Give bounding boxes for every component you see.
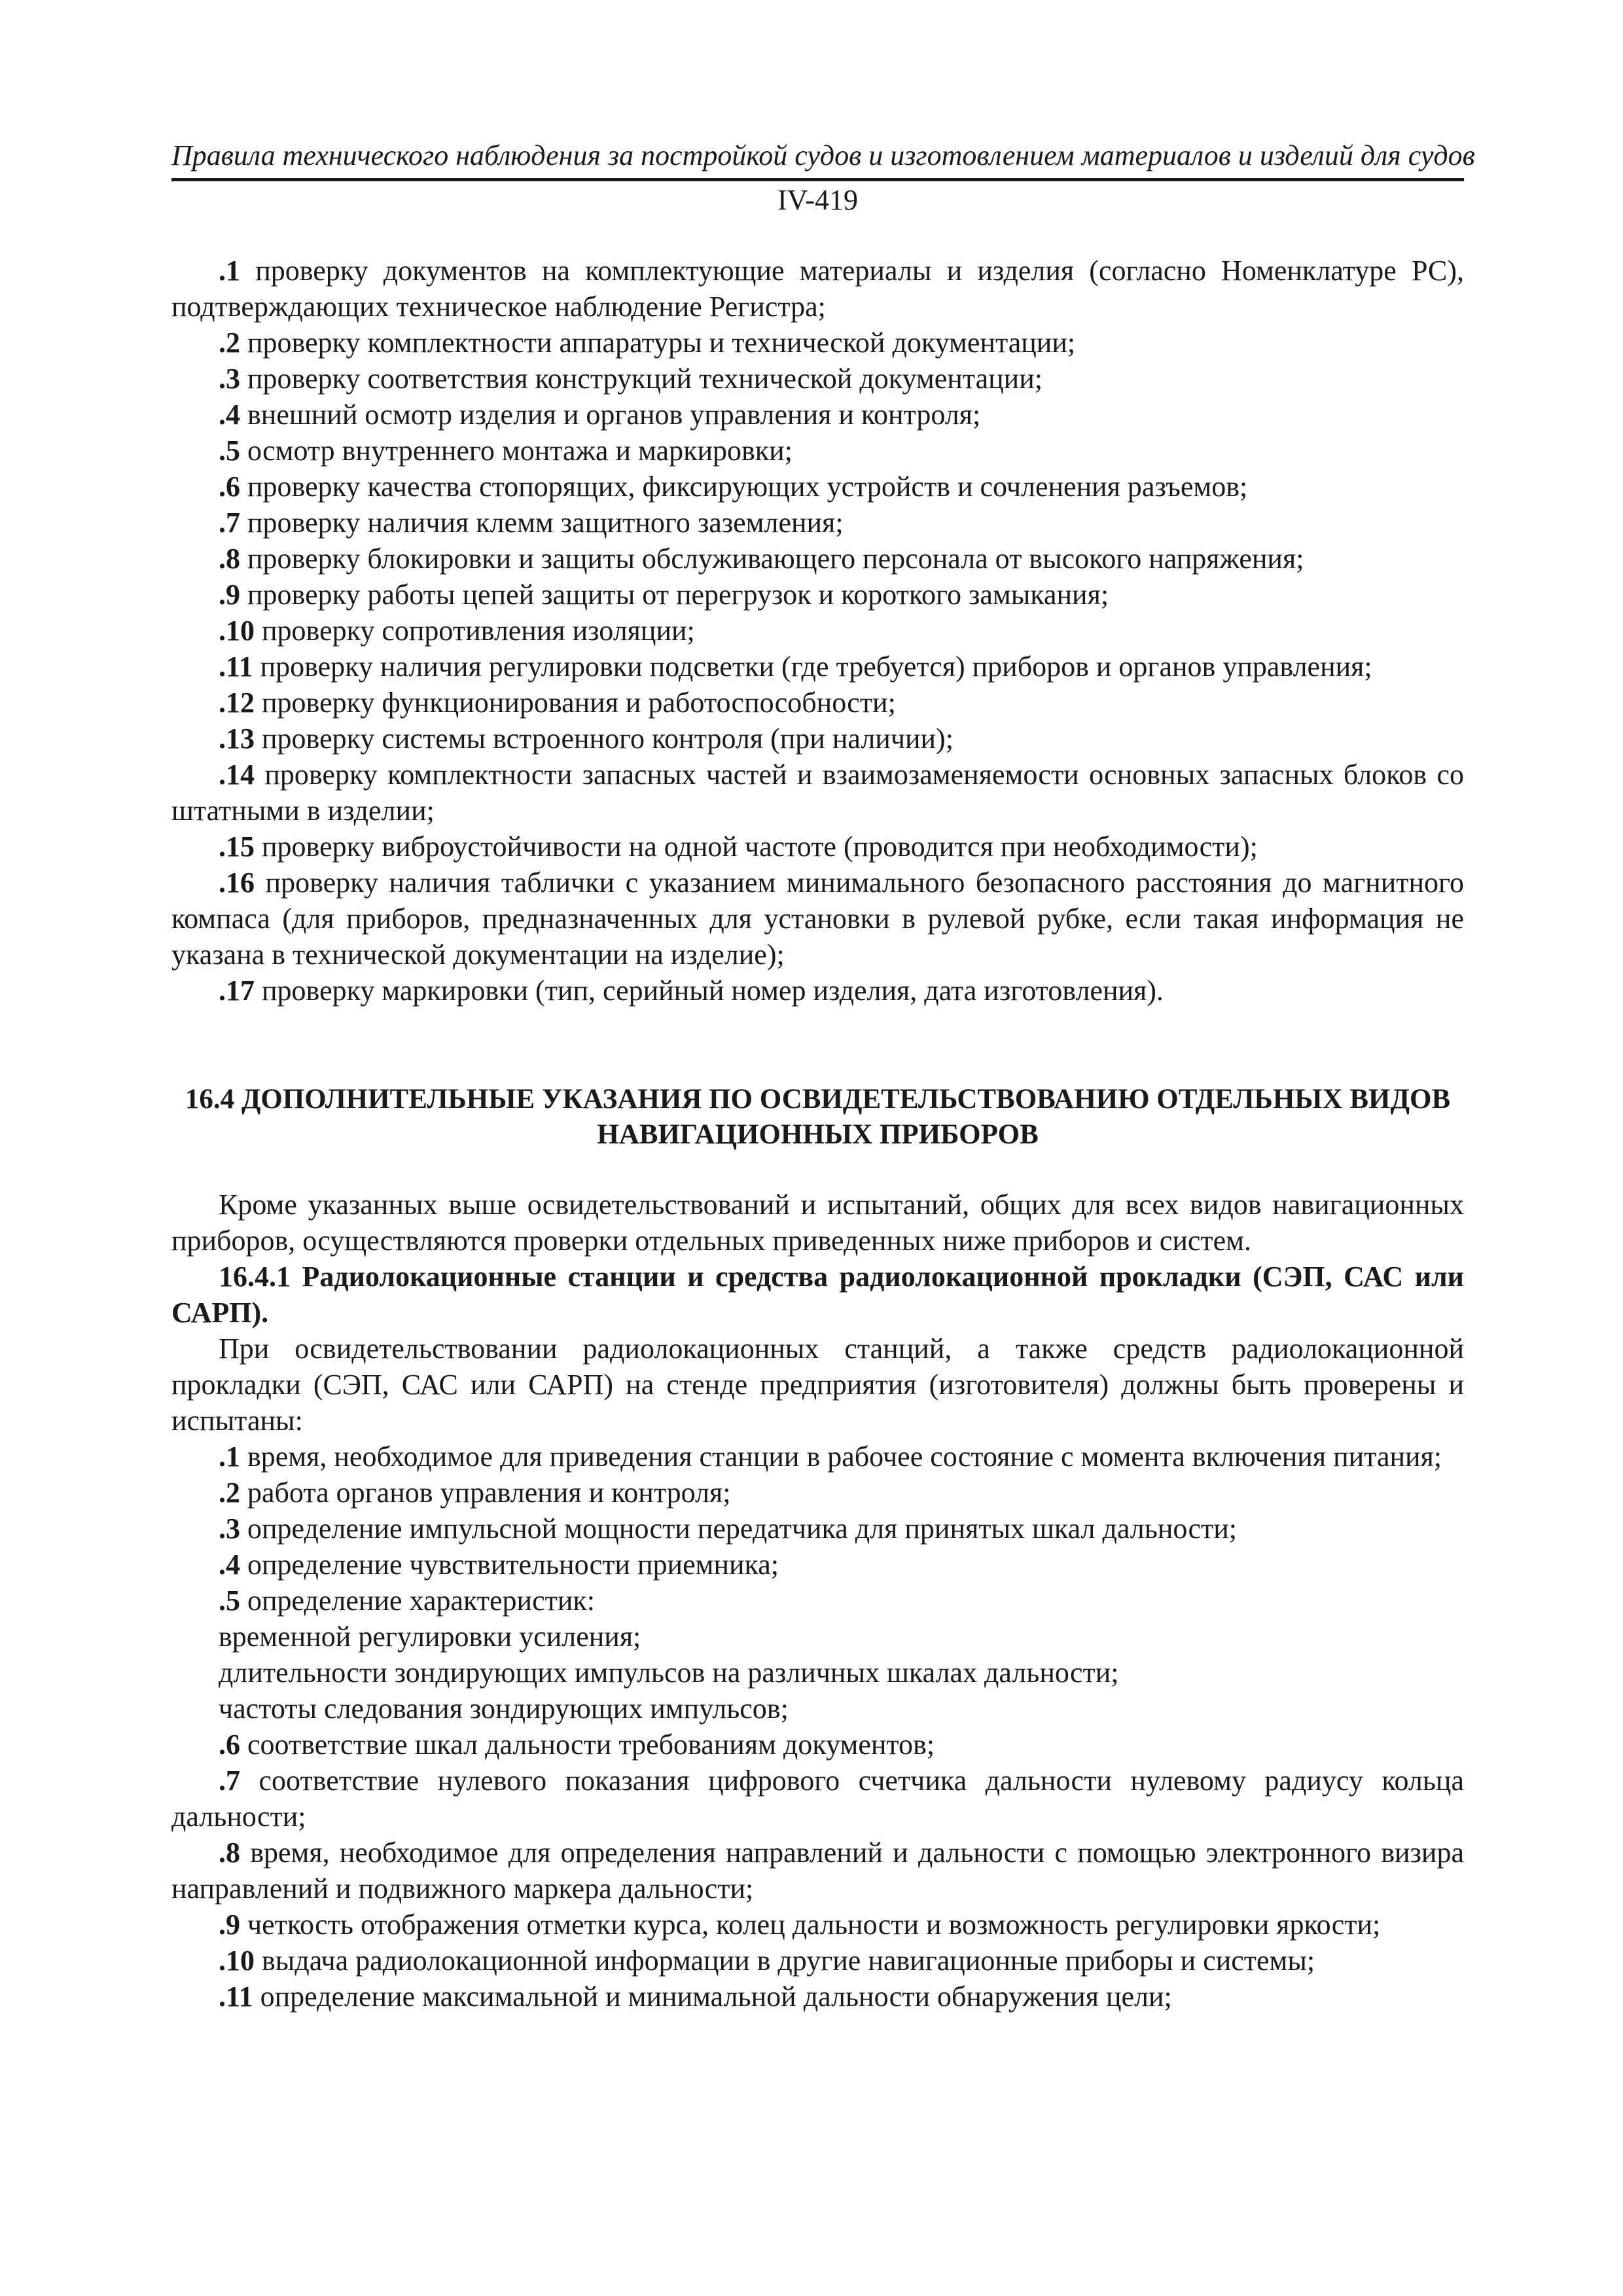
page-number: IV-419 xyxy=(777,184,859,216)
item-number: .10 xyxy=(219,1945,255,1977)
item-text: время, необходимое для приведения станции в рабочее состояние с момента включения питания; xyxy=(240,1441,1442,1473)
list-item xyxy=(171,253,1464,325)
item-number: .16 xyxy=(219,867,255,899)
item-number: .8 xyxy=(219,1837,240,1869)
list-item xyxy=(171,541,1464,577)
item-number: .4 xyxy=(219,1549,240,1581)
list-item xyxy=(171,505,1464,541)
item-number: .17 xyxy=(219,975,255,1007)
item-number: .4 xyxy=(219,399,240,431)
item-text: проверку функционирования и работоспособности; xyxy=(255,687,896,719)
item-text: проверку системы встроенного контроля (при наличии); xyxy=(255,723,954,755)
item-text: соответствие шкал дальности требованиям документов; xyxy=(240,1729,935,1761)
item-text: проверку виброустойчивости на одной частоте (проводится при необходимости); xyxy=(255,831,1258,863)
item-number: .8 xyxy=(219,543,240,575)
item-text: проверку документов на комплектующие материалы и изделия (согласно Номенклатуре РС), подтверждающих техническое наблюдение Регистра; xyxy=(171,255,1464,323)
list-item xyxy=(171,325,1464,361)
item-number: .3 xyxy=(219,1513,240,1545)
list-item xyxy=(171,469,1464,505)
sub-list-item: временной регулировки усиления; xyxy=(219,1621,641,1653)
item-text: работа органов управления и контроля; xyxy=(240,1477,731,1509)
list-item xyxy=(171,757,1464,829)
item-number: .5 xyxy=(219,1585,240,1617)
list-item xyxy=(171,1763,1464,1835)
item-text: проверку работы цепей защиты от перегрузок и короткого замыкания; xyxy=(240,579,1109,611)
item-text: проверку наличия регулировки подсветки (где требуется) приборов и органов управления; xyxy=(253,651,1372,683)
item-number: .13 xyxy=(219,723,255,755)
item-number: .2 xyxy=(219,327,240,359)
subsection-intro: При освидетельствовании радиолокационных станций, а также средств радиолокационной прокладки (СЭП, САС или САРП) на стенде предприятия (изготовителя) должны быть проверены и испытаны: xyxy=(171,1333,1464,1437)
list-item xyxy=(171,397,1464,433)
section-intro: Кроме указанных выше освидетельствований и испытаний, общих для всех видов навигационных приборов, осуществляются проверки отдельных приведенных ниже приборов и систем. xyxy=(171,1189,1464,1257)
item-text: определение максимальной и минимальной дальности обнаружения цели; xyxy=(253,1981,1172,2013)
item-text: время, необходимое для определения направлений и дальности с помощью электронного визира направлений и подвижного маркера дальности; xyxy=(171,1837,1464,1905)
list-item xyxy=(171,1439,1464,1475)
item-number: .9 xyxy=(219,1909,240,1941)
list-item xyxy=(171,1979,1464,2015)
list-item xyxy=(171,721,1464,757)
list-item xyxy=(171,1835,1464,1907)
list-item xyxy=(171,685,1464,721)
item-text: выдача радиолокационной информации в другие навигационные приборы и системы; xyxy=(255,1945,1315,1977)
item-text: осмотр внутреннего монтажа и маркировки; xyxy=(240,435,793,467)
item-text: определение импульсной мощности передатчика для принятых шкал дальности; xyxy=(240,1513,1238,1545)
item-number: .15 xyxy=(219,831,255,863)
item-number: .11 xyxy=(219,651,253,683)
subsection-heading: 16.4.1 Радиолокационные станции и средства радиолокационной прокладки (СЭП, САС или САРП). xyxy=(171,1261,1464,1329)
item-number: .5 xyxy=(219,435,240,467)
list-item xyxy=(171,361,1464,397)
item-text: проверку соответствия конструкций технической документации; xyxy=(240,363,1043,395)
list-item xyxy=(171,649,1464,685)
item-number: .3 xyxy=(219,363,240,395)
list-item xyxy=(171,1727,1464,1763)
list-item xyxy=(171,433,1464,469)
item-number: .7 xyxy=(219,1765,240,1797)
sub-list-item: частоты следования зондирующих импульсов; xyxy=(219,1693,789,1725)
section-heading: 16.4 ДОПОЛНИТЕЛЬНЫЕ УКАЗАНИЯ ПО ОСВИДЕТЕЛЬСТВОВАНИЮ ОТДЕЛЬНЫХ ВИДОВ НАВИГАЦИОННЫХ ПРИБОРОВ xyxy=(185,1084,1451,1150)
item-number: .6 xyxy=(219,471,240,503)
item-number: .1 xyxy=(219,1441,240,1473)
list-item xyxy=(171,829,1464,865)
item-text: проверку наличия таблички с указанием минимального безопасного расстояния до магнитного компаса (для приборов, предназначенных для установки в рулевой рубке, если такая информация не указана в технической документации на изделие); xyxy=(171,867,1464,971)
item-text: внешний осмотр изделия и органов управления и контроля; xyxy=(240,399,981,431)
list-item xyxy=(171,1907,1464,1943)
list-item xyxy=(171,973,1464,1009)
item-number: .12 xyxy=(219,687,255,719)
running-header: Правила технического наблюдения за постройкой судов и изготовлением материалов и изделий для судов xyxy=(171,137,1464,181)
list-item xyxy=(171,577,1464,613)
item-text: проверку качества стопорящих, фиксирующих устройств и сочленения разъемов; xyxy=(240,471,1248,503)
list-item xyxy=(171,1547,1464,1583)
list-item xyxy=(171,613,1464,649)
item-number: .9 xyxy=(219,579,240,611)
list-item xyxy=(171,865,1464,973)
item-number: .14 xyxy=(219,759,255,791)
item-text: соответствие нулевого показания цифрового счетчика дальности нулевому радиусу кольца дальности; xyxy=(171,1765,1464,1833)
item-number: .11 xyxy=(219,1981,253,2013)
item-text: проверку блокировки и защиты обслуживающего персонала от высокого напряжения; xyxy=(240,543,1304,575)
item-number: .1 xyxy=(219,255,240,287)
item-text: проверку комплектности аппаратуры и технической документации; xyxy=(240,327,1076,359)
item-text: проверку наличия клемм защитного заземления; xyxy=(240,507,844,539)
sub-list-item: длительности зондирующих импульсов на различных шкалах дальности; xyxy=(219,1657,1119,1689)
item-text: проверку комплектности запасных частей и взаимозаменяемости основных запасных блоков со штатными в изделии; xyxy=(171,759,1464,827)
page-content xyxy=(171,253,1464,2015)
item-text: проверку маркировки (тип, серийный номер изделия, дата изготовления). xyxy=(255,975,1164,1007)
item-text: четкость отображения отметки курса, колец дальности и возможность регулировки яркости; xyxy=(240,1909,1381,1941)
item-text: проверку сопротивления изоляции; xyxy=(255,615,695,647)
item-number: .6 xyxy=(219,1729,240,1761)
spacer xyxy=(171,1009,1464,1082)
list-item xyxy=(171,1511,1464,1547)
item-text: определение характеристик: xyxy=(240,1585,596,1617)
item-number: .10 xyxy=(219,615,255,647)
item-text: определение чувствительности приемника; xyxy=(240,1549,779,1581)
list-item xyxy=(171,1583,1464,1619)
list-item xyxy=(171,1475,1464,1511)
item-number: .7 xyxy=(219,507,240,539)
item-number: .2 xyxy=(219,1477,240,1509)
spacer xyxy=(171,1153,1464,1187)
list-item xyxy=(171,1943,1464,1979)
